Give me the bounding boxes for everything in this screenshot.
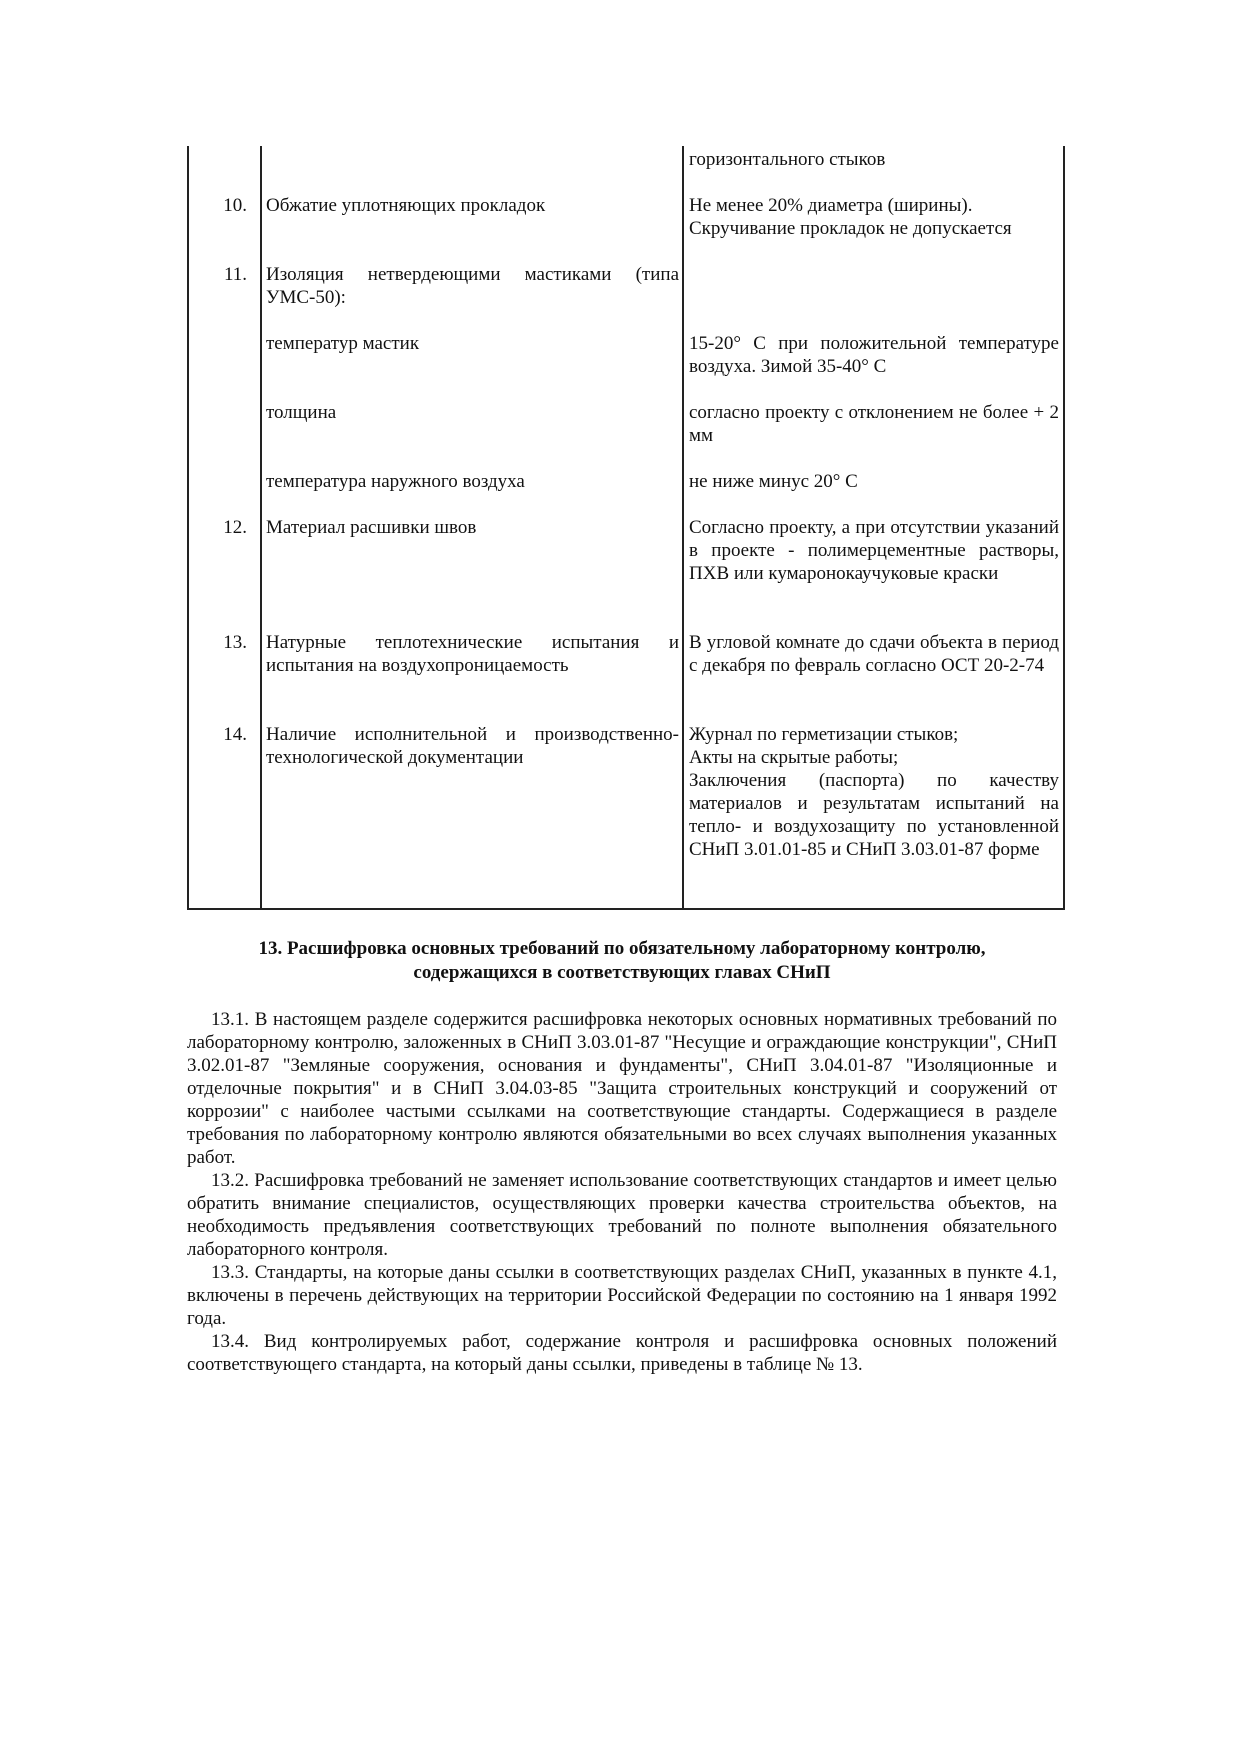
table-row-11c-item: температура наружного воздуха xyxy=(266,471,525,492)
table-row-10-number: 10. xyxy=(223,195,247,216)
table-row-12-requirement: Согласно проекту, а при отсутствии указаний в проекте - полимерцементные растворы, ПХВ или кумаронокаучуковые краски xyxy=(689,517,1059,584)
table-row-14-item: Наличие исполнительной и производственно-технологической документации xyxy=(266,724,679,768)
table-row-14-requirement-line-3: Заключения (паспорта) по качеству материалов и результатам испытаний на тепло- и воздухозащиту по установленной СНиП 3.01.01-85 и СНиП 3.03.01-87 форме xyxy=(689,770,1059,860)
paragraph-13-3: 13.3. Стандарты, на которые даны ссылки в соответствующих разделах СНиП, указанных в пункте 4.1, включены в перечень действующих на территории Российской Федерации по состоянию на 1 января 1992 года. xyxy=(187,1262,1057,1329)
table-row-0-requirement: горизонтального стыков xyxy=(689,149,886,170)
table-row-10-requirement: Не менее 20% диаметра (ширины). Скручивание прокладок не допускается xyxy=(689,195,1012,239)
table-row-13-number: 13. xyxy=(223,632,247,653)
section-heading xyxy=(187,937,1057,985)
paragraph-13-1: 13.1. В настоящем разделе содержится расшифровка некоторых основных нормативных требований по лабораторному контролю, заложенных в СНиП 3.03.01-87 "Несущие и ограждающие конструкции", СНиП 3.02.01-87 "Земляные сооружения, основания и фундаменты", СНиП 3.04.01-87 "Изоляционные и отделочные покрытия" и в СНиП 3.04.03-85 "Защита строительных конструкций и сооружений от коррозии" с наиболее частыми ссылками на соответствующие стандарты. Содержащиеся в разделе требования по лабораторному контролю являются обязательными во всех случаях выполнения указанных работ. xyxy=(187,1009,1057,1168)
table-row-14-requirement-line-2: Акты на скрытые работы; xyxy=(689,747,899,768)
table-row-13-item: Натурные теплотехнические испытания и испытания на воздухопроницаемость xyxy=(266,632,679,676)
table-row-11a-requirement: 15-20° С при положительной температуре воздуха. Зимой 35-40° С xyxy=(689,333,1059,377)
paragraph-13-2: 13.2. Расшифровка требований не заменяет использование соответствующих стандартов и имеет целью обратить внимание специалистов, осуществляющих проверки качества строительства объектов, на необходимость предъявления соответствующих требований по полноте выполнения обязательного лабораторного контроля. xyxy=(187,1170,1057,1260)
table-row-11c-requirement: не ниже минус 20° С xyxy=(689,471,858,492)
table-border-right xyxy=(1063,146,1065,910)
table-column-divider-2 xyxy=(682,146,684,910)
table-column-divider-1 xyxy=(260,146,262,910)
table-border-bottom xyxy=(187,908,1065,910)
table-row-12-number: 12. xyxy=(223,517,247,538)
table-row-11-number: 11. xyxy=(223,264,247,285)
section-heading-line-1: 13. Расшифровка основных требований по обязательному лабораторному контролю, xyxy=(258,938,986,959)
section-heading-line-2: содержащихся в соответствующих главах СНиП xyxy=(413,962,831,983)
table-row-10-item: Обжатие уплотняющих прокладок xyxy=(266,195,546,216)
table-row-11b-requirement: согласно проекту с отклонением не более + 2 мм xyxy=(689,402,1059,446)
table-row-13-requirement: В угловой комнате до сдачи объекта в период с декабря по февраль согласно ОСТ 20-2-74 xyxy=(689,632,1059,676)
table-row-11b-item: толщина xyxy=(266,402,337,423)
table-row-14-requirement xyxy=(689,723,1059,861)
table-row-12-item: Материал расшивки швов xyxy=(266,517,477,538)
table-row-11-item: Изоляция нетвердеющими мастиками (типа УМС-50): xyxy=(266,264,679,308)
table-row-11a-item: температур мастик xyxy=(266,333,420,354)
table-row-14-requirement-line-1: Журнал по герметизации стыков; xyxy=(689,724,959,745)
table-row-14-number: 14. xyxy=(223,724,247,745)
paragraph-13-4: 13.4. Вид контролируемых работ, содержание контроля и расшифровка основных положений соответствующего стандарта, на который даны ссылки, приведены в таблице № 13. xyxy=(187,1331,1057,1375)
